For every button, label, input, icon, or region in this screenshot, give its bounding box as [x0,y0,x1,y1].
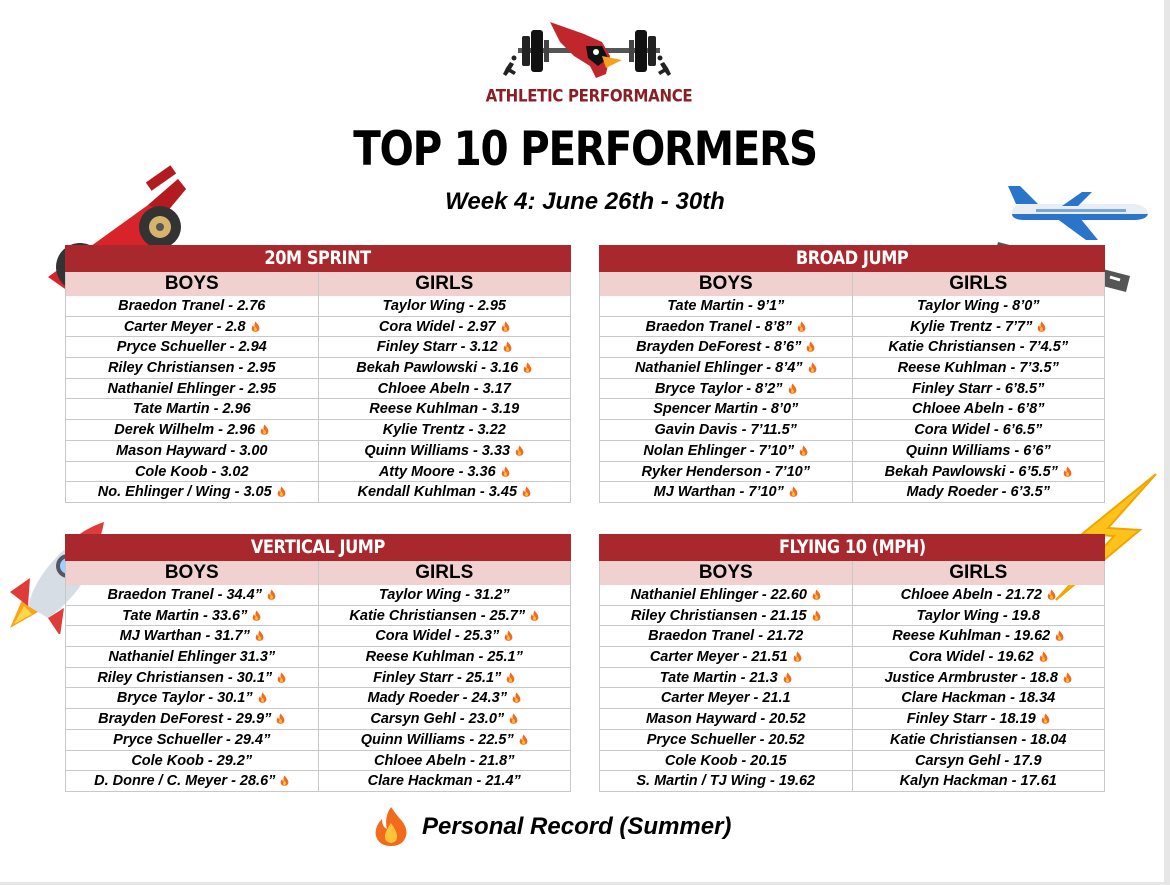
boys-entry [66,441,319,462]
boys-entry [600,751,853,772]
girls-entry [319,462,572,483]
girls-entry-text: Quinn Williams - 3.33 [364,442,511,459]
girls-entry [319,668,572,689]
table-row [66,626,571,647]
girls-entry-text: Carsyn Gehl - 17.9 [914,752,1042,769]
girls-entry [319,441,572,462]
fire-icon [812,589,821,600]
fire-icon [1047,589,1056,600]
girls-entry-text: Reese Kuhlman - 7’3.5” [897,360,1059,377]
boys-entry [600,647,853,668]
boys-entry [66,358,319,379]
table-row [66,441,571,462]
table-row [600,337,1105,358]
girls-entry-text: Kylie Trentz - 7’7” [910,318,1033,335]
fire-icon [793,651,802,662]
table-row [600,441,1105,462]
fire-icon [252,610,261,621]
boys-entry [66,688,319,709]
boys-entry [66,668,319,689]
boys-entry [66,337,319,358]
fire-icon [523,362,532,373]
boys-entry [66,317,319,338]
table-row [66,751,571,772]
girls-entry-text: Chloee Abeln - 21.8” [374,752,515,769]
girls-entry [319,647,572,668]
table-row [66,771,571,792]
boys-entry [66,626,319,647]
boys-entry [66,606,319,627]
boys-entry-text: Tate Martin - 9’1” [667,298,785,314]
board-rows [599,585,1105,792]
girls-entry [319,730,572,751]
table-row [600,709,1105,730]
table-row [66,379,571,400]
boys-entry-text: Gavin Davis - 7’11.5” [654,422,797,439]
table-row [66,482,571,503]
girls-entry [853,585,1106,606]
boys-entry [600,771,853,792]
board-column-headers [65,561,571,585]
girls-entry-text: Taylor Wing - 8’0” [916,298,1040,314]
board-broad-jump [599,245,1105,503]
boys-entry [600,379,853,400]
girls-entry-text: Kendall Kuhlman - 3.45 [357,484,518,501]
boys-entry [600,482,853,503]
girls-entry-text: Quinn Williams - 22.5” [360,731,514,748]
fire-icon [808,362,817,373]
table-row [600,668,1105,689]
boys-entry-text: Mason Hayward - 20.52 [645,711,806,728]
table-row [66,730,571,751]
airplane-icon [1006,182,1150,242]
girls-entry [853,379,1106,400]
fire-icon [1039,651,1048,662]
fire-icon [506,672,515,683]
girls-entry-text: Taylor Wing - 19.8 [916,607,1040,624]
girls-entry [853,647,1106,668]
page-title: TOP 10 PERFORMERS [353,122,817,177]
boys-entry-text: Brayden DeForest - 29.9” [98,711,272,728]
girls-entry-text: Kalyn Hackman - 17.61 [899,773,1057,790]
fire-icon [1063,466,1072,477]
girls-entry [319,751,572,772]
girls-entry-text: Taylor Wing - 31.2” [378,587,510,603]
girls-entry-text: Finley Starr - 25.1” [373,669,502,686]
girls-entry-text: Clare Hackman - 21.4” [367,773,521,790]
boys-entry-text: Cole Koob - 20.15 [664,752,787,769]
boys-entry-text: Bryce Taylor - 30.1” [116,690,253,707]
boys-entry-text: Nathaniel Ehlinger - 22.60 [630,587,807,603]
girls-entry-text: Atty Moore - 3.36 [378,463,496,480]
col-header-girls: GIRLS [319,561,572,585]
boys-entry-text: Tate Martin - 21.3 [659,669,778,686]
boys-entry-text: Riley Christiansen - 21.15 [630,607,807,624]
girls-entry [319,337,572,358]
girls-entry [853,462,1106,483]
table-row [66,420,571,441]
table-row [66,358,571,379]
table-row [600,379,1105,400]
boys-entry [66,647,319,668]
boys-entry [600,462,853,483]
board-flying-10 [599,534,1105,792]
girls-entry [853,751,1106,772]
table-row [66,296,571,317]
girls-entry [853,317,1106,338]
girls-entry-text: Taylor Wing - 2.95 [382,298,506,314]
boys-entry-text: No. Ehlinger / Wing - 3.05 [97,484,272,501]
table-row [600,296,1105,317]
table-row [66,337,571,358]
table-row [600,730,1105,751]
boys-entry-text: Tate Martin - 33.6” [122,607,248,624]
girls-entry-text: Katie Christiansen - 18.04 [890,731,1067,748]
boys-entry [600,317,853,338]
legend-text: Personal Record (Summer) [422,813,732,840]
girls-entry [319,771,572,792]
girls-entry-text: Cora Widel - 19.62 [908,649,1034,666]
girls-entry [853,709,1106,730]
boys-entry-text: Braedon Tranel - 2.76 [118,298,266,314]
boys-entry [600,626,853,647]
girls-entry [319,379,572,400]
girls-entry-text: Mady Roeder - 24.3” [367,690,507,707]
boys-entry [66,751,319,772]
boys-entry-text: MJ Warthan - 7’10” [653,484,784,501]
boys-entry-text: Nathaniel Ehlinger - 2.95 [107,380,276,397]
fire-icon [1037,321,1046,332]
girls-entry-text: Reese Kuhlman - 3.19 [369,401,520,418]
fire-icon [277,486,286,497]
page-subtitle: Week 4: June 26th - 30th [445,188,725,215]
boys-entry-text: Braedon Tranel - 8’8” [645,318,792,335]
table-row [600,751,1105,772]
girls-entry [853,606,1106,627]
fire-icon [280,775,289,786]
col-header-girls: GIRLS [853,561,1106,585]
girls-entry [853,668,1106,689]
board-rows [599,296,1105,503]
boys-entry-text: Carter Meyer - 2.8 [123,318,246,335]
table-row [66,688,571,709]
girls-entry-text: Katie Christiansen - 25.7” [349,607,526,624]
board-column-headers [599,272,1105,296]
table-row [66,399,571,420]
boys-entry-text: Riley Christiansen - 30.1” [97,669,273,686]
fire-icon [806,341,815,352]
girls-entry [319,399,572,420]
col-header-boys: BOYS [600,272,853,296]
board-vertical-jump [65,534,571,792]
fire-icon [251,321,260,332]
boys-entry-text: Ryker Henderson - 7’10” [641,463,810,480]
table-row [600,647,1105,668]
girls-entry-text: Finley Starr - 6’8.5” [912,380,1045,397]
boys-entry [66,399,319,420]
girls-entry [319,688,572,709]
board-title: VERTICAL JUMP [65,534,571,561]
fire-icon [267,589,276,600]
fire-icon [788,383,797,394]
boys-entry [600,606,853,627]
fire-icon [515,445,524,456]
girls-entry-text: Mady Roeder - 6’3.5” [906,484,1050,501]
boys-entry-text: Derek Wilhelm - 2.96 [114,422,256,439]
fire-icon [812,610,821,621]
fire-icon [509,713,518,724]
boys-entry [600,420,853,441]
girls-entry [853,688,1106,709]
boys-entry [600,441,853,462]
boys-entry-text: Braedon Tranel - 34.4” [107,587,262,603]
board-20m-sprint [65,245,571,503]
fire-icon [797,321,806,332]
boys-entry [66,420,319,441]
fire-icon [789,486,798,497]
boys-entry [66,730,319,751]
girls-entry [853,358,1106,379]
girls-entry-text: Chloee Abeln - 3.17 [377,380,511,397]
boys-entry-text: Pryce Schueller - 20.52 [646,731,805,748]
boys-entry-text: Brayden DeForest - 8’6” [636,339,802,356]
boys-entry-text: Pryce Schueller - 2.94 [116,339,267,356]
boys-entry [66,462,319,483]
girls-entry-text: Chloee Abeln - 6’8” [912,401,1045,418]
boys-entry [600,730,853,751]
girls-entry [319,709,572,730]
girls-entry-text: Bekah Pawlowski - 3.16 [356,360,519,377]
boys-entry-text: Nathaniel Ehlinger 31.3” [108,649,276,666]
boys-entry-text: Spencer Martin - 8’0” [653,401,799,418]
table-row [66,317,571,338]
girls-entry [319,585,572,606]
boys-entry [66,585,319,606]
table-row [66,585,571,606]
boys-entry [600,585,853,606]
girls-entry [319,606,572,627]
boys-entry-text: Carter Meyer - 21.51 [649,649,788,666]
table-row [600,585,1105,606]
boys-entry-text: Carter Meyer - 21.1 [660,690,791,707]
fire-icon [1041,713,1050,724]
girls-entry [853,441,1106,462]
girls-entry [853,296,1106,317]
boys-entry [600,688,853,709]
girls-entry [319,482,572,503]
girls-entry-text: Justice Armbruster - 18.8 [884,669,1059,686]
boys-entry-text: Cole Koob - 3.02 [134,463,249,480]
col-header-boys: BOYS [600,561,853,585]
girls-entry [853,626,1106,647]
table-row [600,399,1105,420]
boys-entry-text: Mason Hayward - 3.00 [116,442,268,459]
fire-icon [260,424,269,435]
boys-entry [600,358,853,379]
boys-entry [66,379,319,400]
girls-entry [319,296,572,317]
board-column-headers [599,561,1105,585]
girls-entry [853,337,1106,358]
girls-entry-text: Finley Starr - 18.19 [906,711,1036,728]
boys-entry [66,296,319,317]
boys-entry [600,399,853,420]
table-row [66,606,571,627]
fire-icon [277,672,286,683]
boys-entry-text: MJ Warthan - 31.7” [119,628,250,645]
girls-entry-text: Clare Hackman - 18.34 [901,690,1056,707]
girls-entry-text: Quinn Williams - 6’6” [905,442,1051,459]
girls-entry-text: Bekah Pawlowski - 6’5.5” [884,463,1058,480]
brand-text: ATHLETIC PERFORMANCE [485,86,693,106]
table-row [600,482,1105,503]
girls-entry-text: Chloee Abeln - 21.72 [900,587,1042,603]
fire-icon [1063,672,1072,683]
table-row [600,420,1105,441]
fire-icon [783,672,792,683]
fire-icon [503,341,512,352]
col-header-boys: BOYS [66,272,319,296]
fire-icon [522,486,531,497]
col-header-girls: GIRLS [319,272,572,296]
girls-entry-text: Katie Christiansen - 7’4.5” [888,339,1069,356]
girls-entry-text: Cora Widel - 6’6.5” [914,422,1043,439]
table-row [600,462,1105,483]
page-border-right [1164,0,1170,885]
fire-icon [276,713,285,724]
table-row [600,771,1105,792]
girls-entry-text: Kylie Trentz - 3.22 [382,422,506,439]
boys-entry [66,771,319,792]
table-row [600,606,1105,627]
table-row [600,317,1105,338]
girls-entry [319,626,572,647]
fire-icon [519,734,528,745]
girls-entry-text: Reese Kuhlman - 25.1” [365,649,523,666]
table-row [600,358,1105,379]
fire-icon [530,610,539,621]
girls-entry [853,482,1106,503]
table-row [600,626,1105,647]
girls-entry-text: Cora Widel - 25.3” [375,628,500,645]
boys-entry-text: Bryce Taylor - 8’2” [654,380,783,397]
boys-entry-text: Tate Martin - 2.96 [132,401,251,418]
boys-entry-text: Nathaniel Ehlinger - 8’4” [634,360,803,377]
fire-icon [799,445,808,456]
boys-entry [600,709,853,730]
fire-icon [501,466,510,477]
fire-icon [255,630,264,641]
legend [372,805,792,847]
board-rows [65,296,571,503]
boys-entry [66,482,319,503]
table-row [66,709,571,730]
fire-icon [512,692,521,703]
fire-icon [258,692,267,703]
girls-entry [853,399,1106,420]
boys-entry-text: S. Martin / TJ Wing - 19.62 [636,773,816,790]
board-title: 20M SPRINT [65,245,571,272]
fire-icon [504,630,513,641]
fire-icon [1055,630,1064,641]
girls-entry [853,420,1106,441]
col-header-boys: BOYS [66,561,319,585]
boys-entry-text: Braedon Tranel - 21.72 [648,628,804,645]
board-rows [65,585,571,792]
board-title: BROAD JUMP [599,245,1105,272]
boys-entry-text: Nolan Ehlinger - 7’10” [643,442,795,459]
col-header-girls: GIRLS [853,272,1106,296]
table-row [66,668,571,689]
girls-entry [853,730,1106,751]
boys-entry-text: Riley Christiansen - 2.95 [107,360,276,377]
girls-entry-text: Reese Kuhlman - 19.62 [892,628,1051,645]
girls-entry [853,771,1106,792]
boys-entry [66,709,319,730]
boys-entry-text: Cole Koob - 29.2” [131,752,253,769]
table-row [66,647,571,668]
girls-entry-text: Carsyn Gehl - 23.0” [370,711,505,728]
girls-entry [319,420,572,441]
boys-entry [600,668,853,689]
girls-entry-text: Cora Widel - 2.97 [378,318,496,335]
girls-entry-text: Finley Starr - 3.12 [376,339,498,356]
fire-icon [372,805,410,847]
girls-entry [319,317,572,338]
table-row [66,462,571,483]
table-row [600,688,1105,709]
board-column-headers [65,272,571,296]
board-title: FLYING 10 (MPH) [599,534,1105,561]
girls-entry [319,358,572,379]
fire-icon [501,321,510,332]
boys-entry [600,337,853,358]
boys-entry [600,296,853,317]
boys-entry-text: D. Donre / C. Meyer - 28.6” [94,773,276,790]
boys-entry-text: Pryce Schueller - 29.4” [113,731,271,748]
